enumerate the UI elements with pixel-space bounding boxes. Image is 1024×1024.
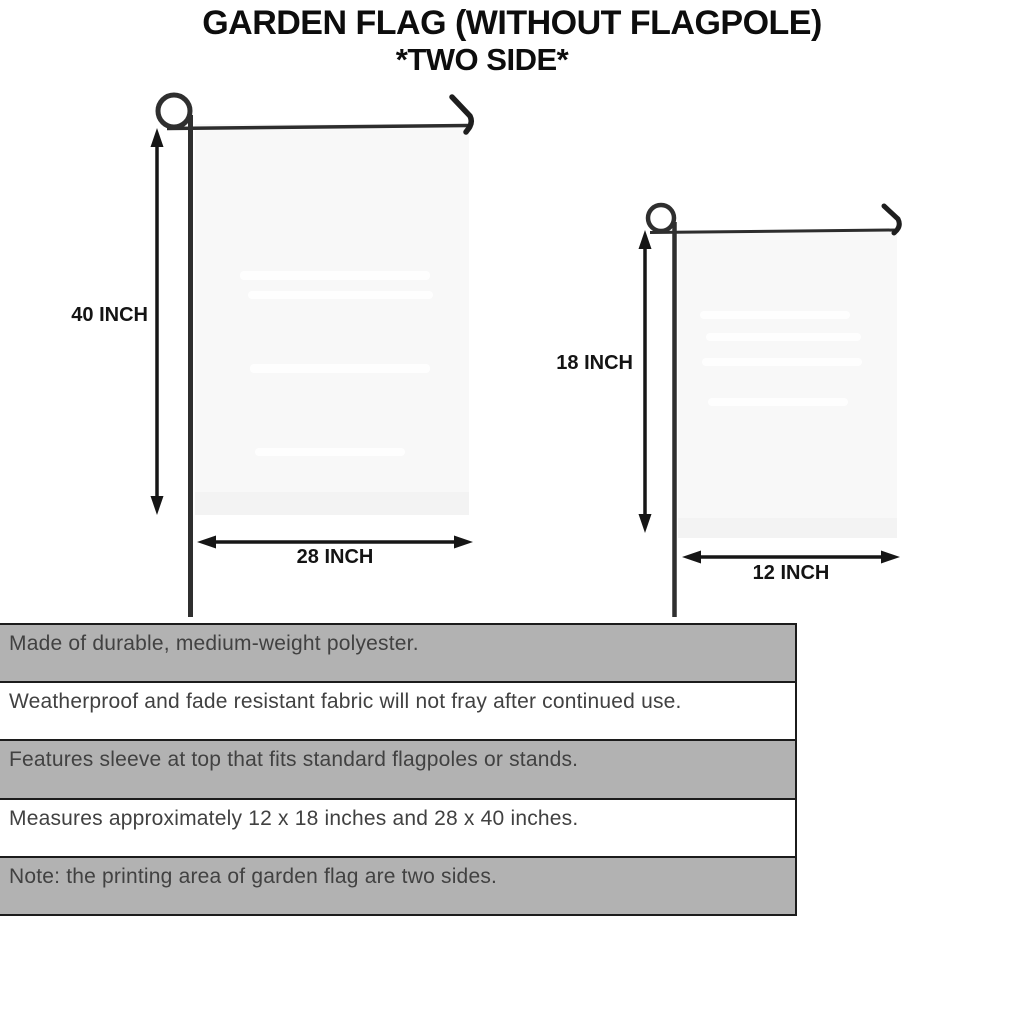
small-flag-canvas bbox=[678, 230, 897, 538]
feature-row-sleeve: Features sleeve at top that fits standard flagpoles or stands. bbox=[0, 741, 795, 799]
feature-row-measures: Measures approximately 12 x 18 inches and 28 x 40 inches. bbox=[0, 800, 795, 858]
large-flag-height-label: 40 INCH bbox=[71, 304, 148, 326]
page-subtitle: *TWO SIDE* bbox=[395, 42, 569, 77]
feature-row-material: Made of durable, medium-weight polyester. bbox=[0, 625, 795, 683]
large-height-arrow bbox=[151, 128, 164, 515]
small-flag-height-label: 18 INCH bbox=[556, 352, 633, 374]
small-flagpole-loop bbox=[648, 205, 674, 231]
small-height-arrow bbox=[639, 230, 652, 533]
large-flag-bottom-shade bbox=[195, 492, 469, 515]
small-flag-bottom-shade bbox=[678, 518, 897, 538]
small-flag-width-label: 12 INCH bbox=[752, 562, 830, 584]
small-flag-group bbox=[639, 205, 901, 617]
large-flag-group bbox=[151, 95, 474, 617]
feature-row-note: Note: the printing area of garden flag are two sides. bbox=[0, 858, 795, 914]
page-title: GARDEN FLAG (WITHOUT FLAGPOLE) bbox=[202, 4, 822, 42]
large-flag-canvas bbox=[195, 124, 469, 515]
large-flagpole-loop bbox=[158, 95, 190, 127]
feature-row-weatherproof: Weatherproof and fade resistant fabric will not fray after continued use. bbox=[0, 683, 795, 741]
large-flag-width-label: 28 INCH bbox=[296, 546, 374, 568]
features-table bbox=[0, 623, 797, 916]
